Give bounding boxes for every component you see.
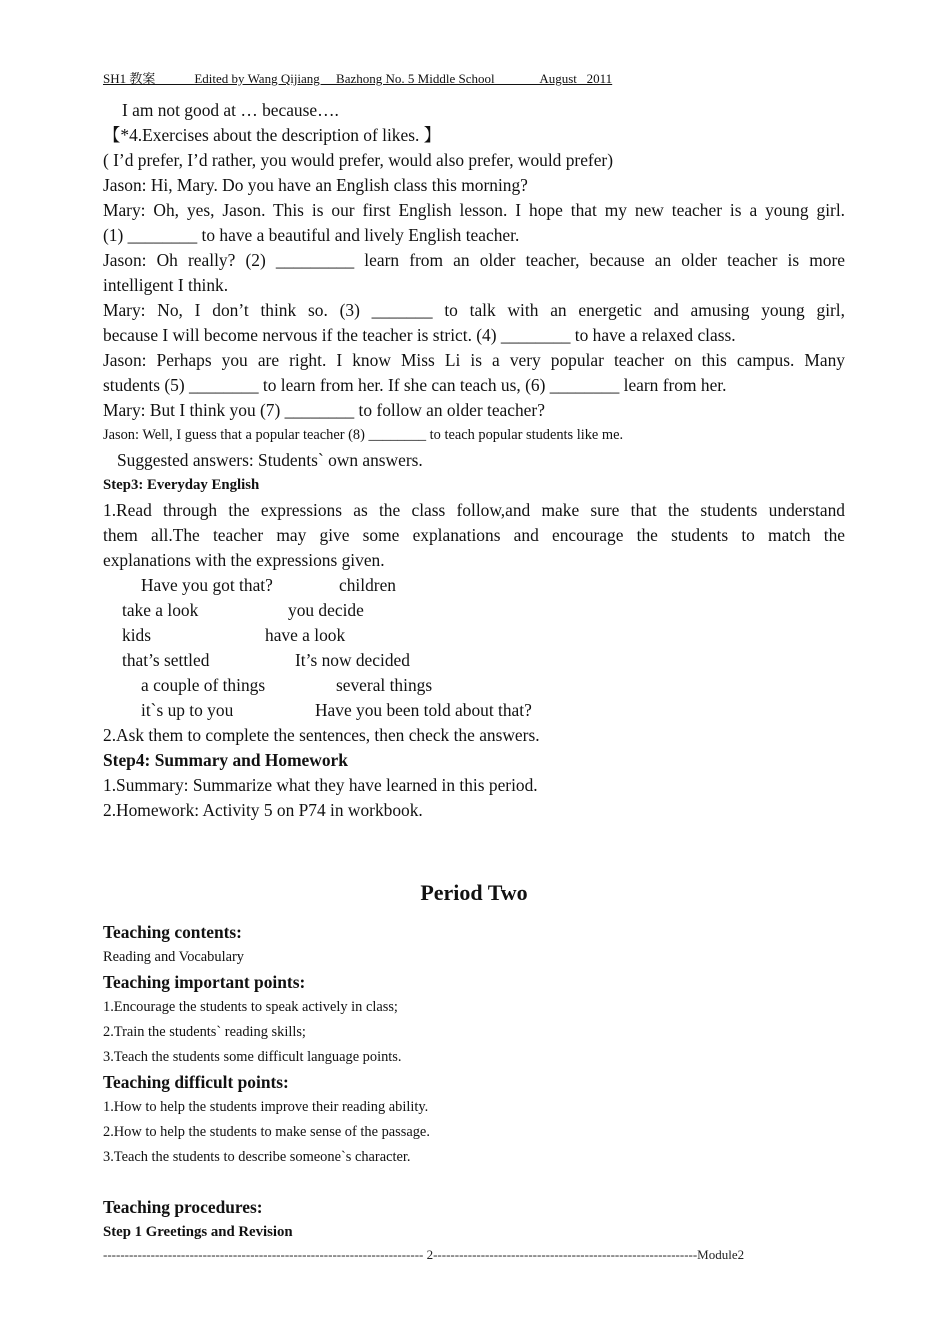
list-item: 2.How to help the students to make sense of the passage. — [103, 1124, 430, 1140]
text-line: Reading and Vocabulary — [103, 949, 244, 965]
text-line: 2.Homework: Activity 5 on P74 in workbook. — [103, 800, 423, 820]
period-title: Period Two — [420, 880, 528, 905]
text-line: I am not good at … because…. — [122, 100, 339, 120]
dialogue-line: because I will become nervous if the teacher is strict. (4) ________ to have a relaxed class. — [103, 325, 736, 345]
contents-heading: Teaching contents: — [103, 922, 242, 942]
spacer — [103, 1170, 845, 1195]
expression-match: Have you been told about that? — [315, 700, 532, 720]
expression: take a look — [122, 600, 199, 620]
expression-pair — [103, 623, 845, 648]
page-body — [103, 98, 845, 823]
expression: a couple of things — [141, 675, 266, 695]
expression: kids — [122, 625, 151, 645]
suggested-answers: Suggested answers: Students` own answers. — [117, 450, 423, 470]
text-line: 1.Read through the expressions as the class follow,and make sure that the students understand — [103, 500, 845, 520]
expression: Have you got that? — [141, 575, 273, 595]
dialogue-line: Mary: No, I don’t think so. (3) _______ to talk with an energetic and amusing young girl, — [103, 300, 845, 320]
procedures-heading: Teaching procedures: — [103, 1197, 263, 1217]
dialogue-line: (1) ________ to have a beautiful and lively English teacher. — [103, 225, 520, 245]
list-item: 1.Encourage the students to speak actively in class; — [103, 999, 398, 1015]
expression-match: It’s now decided — [295, 650, 410, 670]
expression-pair — [103, 648, 845, 673]
dialogue-line: Jason: Hi, Mary. Do you have an English class this morning? — [103, 175, 528, 195]
expression-match: you decide — [288, 600, 364, 620]
text-line: ( I’d prefer, I’d rather, you would prefer, would also prefer, would prefer) — [103, 150, 614, 170]
text-line: them all.The teacher may give some explanations and encourage the students to match the — [103, 525, 845, 545]
exercise-heading: 【*4.Exercises about the description of likes. 】 — [103, 125, 442, 145]
list-item: 2.Train the students` reading skills; — [103, 1024, 306, 1040]
expression-match: several things — [336, 675, 433, 695]
expression-pair — [103, 573, 845, 598]
dialogue-line: Mary: But I think you (7) ________ to follow an older teacher? — [103, 400, 545, 420]
page-footer: -------------------------------------------------------------------------- 2-------------------------------------------------------------Module2 — [103, 1247, 745, 1262]
step1-heading: Step 1 Greetings and Revision — [103, 1224, 293, 1240]
dialogue-line: Mary: Oh, yes, Jason. This is our first English lesson. I hope that my new teacher is a young girl. — [103, 200, 845, 220]
list-item: 3.Teach the students to describe someone`s character. — [103, 1149, 411, 1165]
period-two-section — [103, 920, 845, 1245]
list-item: 3.Teach the students some difficult language points. — [103, 1049, 402, 1065]
expression-match: children — [339, 575, 396, 595]
list-item: 1.How to help the students improve their reading ability. — [103, 1099, 429, 1115]
text-line: explanations with the expressions given. — [103, 550, 385, 570]
dialogue-line: Jason: Oh really? (2) _________ learn from an older teacher, because an older teacher is more — [103, 250, 845, 270]
expression-pair — [103, 673, 845, 698]
expression: it`s up to you — [141, 700, 234, 720]
step4-heading: Step4: Summary and Homework — [103, 750, 348, 770]
expression-pair — [103, 598, 845, 623]
dialogue-line: students (5) ________ to learn from her. If she can teach us, (6) ________ learn from her. — [103, 375, 727, 395]
dialogue-line: intelligent I think. — [103, 275, 229, 295]
dialogue-line: Jason: Perhaps you are right. I know Miss Li is a very popular teacher on this campus. Many — [103, 350, 845, 370]
dialogue-line: Jason: Well, I guess that a popular teacher (8) ________ to teach popular students like me. — [103, 427, 624, 443]
expression-match: have a look — [265, 625, 346, 645]
text-line: 2.Ask them to complete the sentences, then check the answers. — [103, 725, 540, 745]
page-header: SH1 教案 Edited by Wang Qijiang Bazhong No. 5 Middle School August 2011 — [103, 71, 613, 86]
important-points-heading: Teaching important points: — [103, 972, 306, 992]
difficult-points-heading: Teaching difficult points: — [103, 1072, 289, 1092]
step3-heading: Step3: Everyday English — [103, 477, 260, 493]
text-line: 1.Summary: Summarize what they have learned in this period. — [103, 775, 538, 795]
expression: that’s settled — [122, 650, 210, 670]
expression-pair — [103, 698, 845, 723]
